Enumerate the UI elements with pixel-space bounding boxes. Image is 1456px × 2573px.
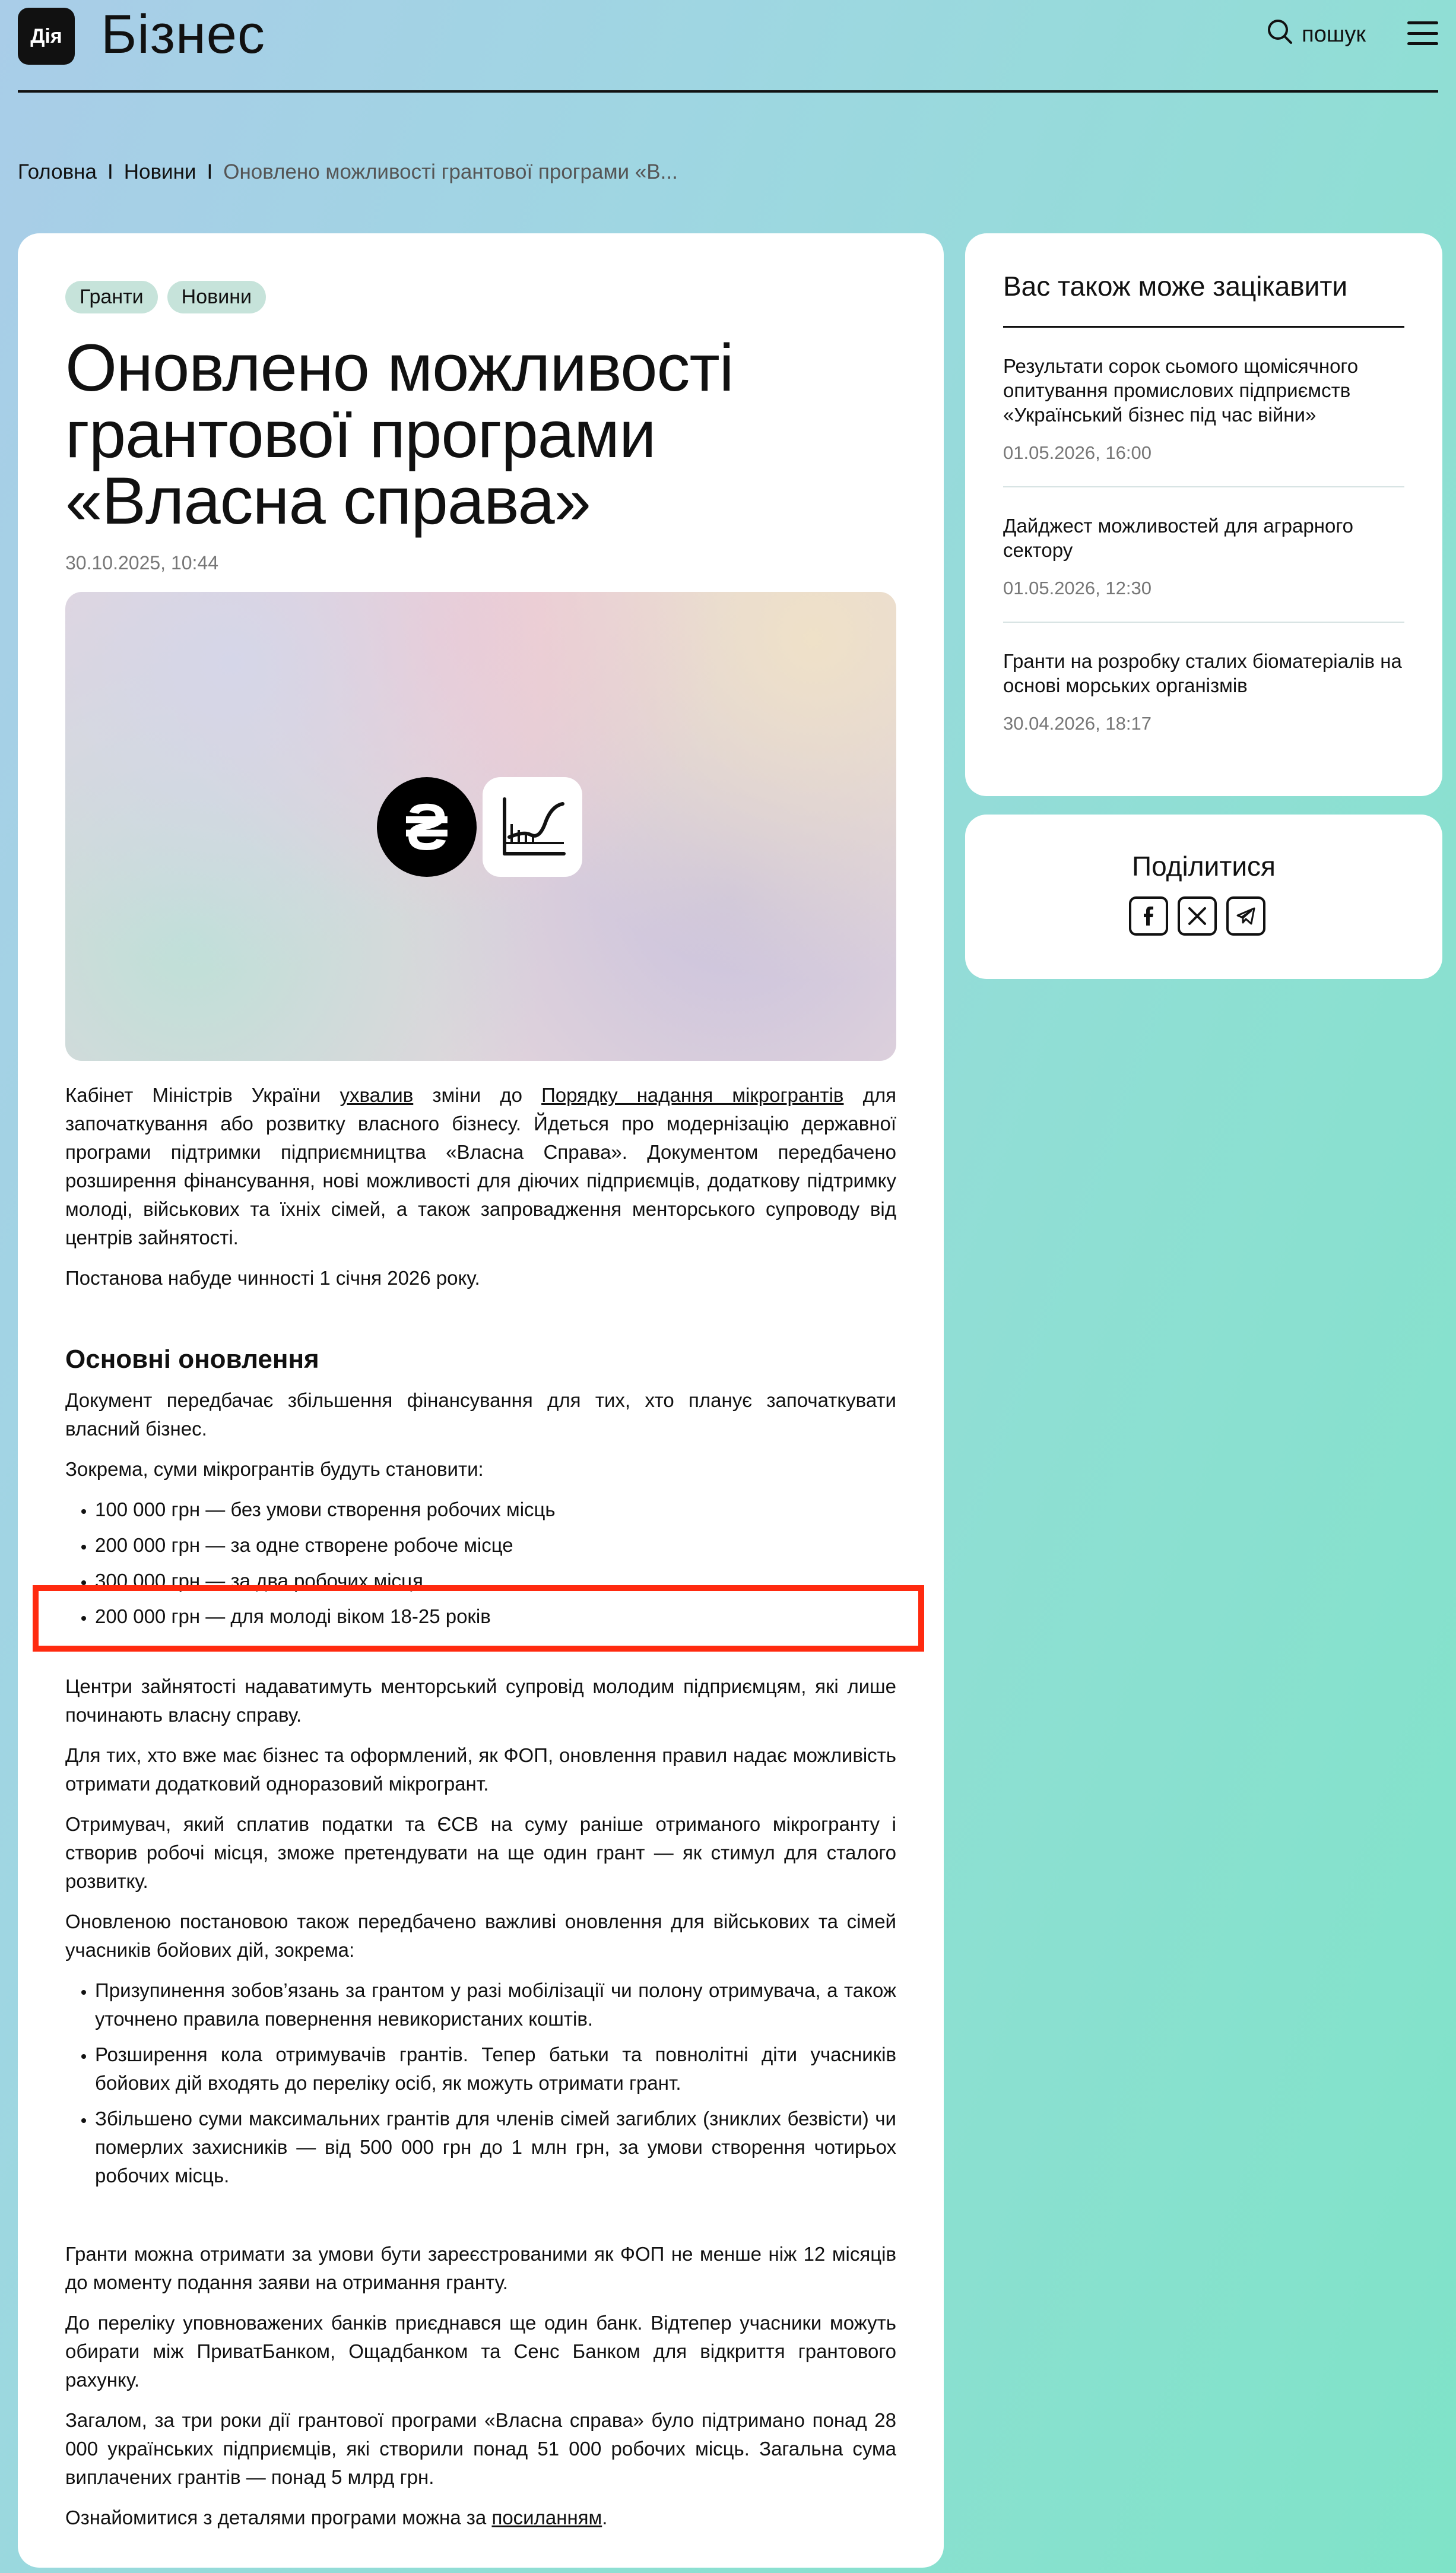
article-content <box>65 281 896 2544</box>
paragraph-text: Ознайомитися з деталями програми можна за <box>65 2507 492 2528</box>
list-item: • 300 000 грн — за два робочих місця <box>95 1567 896 1595</box>
link-microgrants-order[interactable]: Порядку надання мікрогрантів <box>541 1084 844 1106</box>
diia-logo[interactable]: Дія <box>18 8 75 65</box>
share-card <box>965 815 1442 979</box>
paragraph-text: Кабінет Міністрів України <box>65 1084 340 1106</box>
search-icon <box>1266 18 1293 51</box>
highlight-annotation <box>33 1585 924 1652</box>
paragraph: Отримувач, який сплатив податки та ЄСВ на суму раніше отриманого мікрогранту і створив робочі місця, зможе претендувати на ще один грант — як стимул для сталого розвитку. <box>65 1813 896 1892</box>
title-line: грантової програми <box>65 397 656 471</box>
breadcrumb-separator: I <box>107 160 113 183</box>
paragraph: Загалом, за три роки дії грантової програми «Власна справа» було підтримано понад 28 000 українських підприємців, які створили понад 51 000 робочих місць. Загальна сума виплачених грантів — понад 5 млрд грн. <box>65 2409 896 2488</box>
paragraph: До переліку уповноважених банків приєднався ще один банк. Відтепер учасники можуть обирати між ПриватБанком, Ощадбанком та Сенс Банком для відкриття грантового рахунку. <box>65 2312 896 2391</box>
breadcrumb-news[interactable]: Новини <box>123 160 196 183</box>
military-updates-list <box>65 1976 896 2190</box>
paragraph: Гранти можна отримати за умови бути зареєстрованими як ФОП не менше ніж 12 місяців до моменту подання заяви на отримання гранту. <box>65 2243 896 2293</box>
brand-title[interactable]: Бізнес <box>101 4 265 65</box>
paragraph: Постанова набуде чинності 1 січня 2026 року. <box>65 1267 480 1289</box>
link-approved[interactable]: ухвалив <box>340 1084 414 1106</box>
list-item: • 100 000 грн — без умови створення робочих місць <box>95 1495 896 1524</box>
breadcrumb-home[interactable]: Головна <box>18 160 97 183</box>
related-news-item-date: 30.04.2026, 18:17 <box>1003 713 1152 734</box>
title-line: «Власна справа» <box>65 464 591 538</box>
paragraph: Для тих, хто вже має бізнес та оформлений, як ФОП, оновлення правил надає можливість отримати додатковий одноразовий мікрогрант. <box>65 1744 896 1795</box>
paragraph: Зокрема, суми мікрогрантів будуть становити: <box>65 1458 484 1480</box>
related-news-item[interactable] <box>1003 623 1404 757</box>
paragraph: Центри зайнятості надаватимуть менторський супровід молодим підприємцям, які лише починають власну справу. <box>65 1675 896 1726</box>
details-link[interactable]: посиланням <box>491 2507 602 2528</box>
tag-news[interactable]: Новини <box>167 281 266 313</box>
list-item: • Збільшено суми максимальних грантів для членів сімей загиблих (зниклих безвісти) чи померлих захисників — від 500 000 грн до 1 млн грн, за умови створення чотирьох робочих місць. <box>95 2105 896 2190</box>
related-news-item-title: Гранти на розробку сталих біоматеріалів на основі морських організмів <box>1003 650 1402 696</box>
paragraph <box>65 1081 896 1252</box>
facebook-icon[interactable] <box>1129 896 1168 936</box>
breadcrumb-current: Оновлено можливості грантової програми «В... <box>223 160 678 183</box>
share-buttons <box>1129 896 1265 936</box>
related-news-item-date: 01.05.2026, 16:00 <box>1003 442 1152 463</box>
search-button[interactable] <box>1266 18 1366 51</box>
share-title: Поділитися <box>1132 851 1276 882</box>
paragraph <box>65 2504 896 2532</box>
related-news-item[interactable] <box>1003 487 1404 623</box>
tag-list <box>65 281 896 313</box>
paragraph: Документ передбачає збільшення фінансування для тих, хто планує започаткувати власний бізнес. <box>65 1389 896 1440</box>
tag-grants[interactable]: Гранти <box>65 281 158 313</box>
x-icon[interactable] <box>1178 896 1217 936</box>
article-date: 30.10.2025, 10:44 <box>65 552 219 573</box>
site-header <box>18 0 1438 93</box>
paragraph-text: . <box>602 2507 608 2528</box>
hero-icons <box>377 777 582 877</box>
hryvnia-icon: ₴ <box>377 777 477 877</box>
list-item: • Розширення кола отримувачів грантів. Тепер батьки та повнолітні діти учасників бойових дій входять до переліку осіб, як можуть отримати грант. <box>95 2040 896 2097</box>
related-news-item-title: Дайджест можливостей для аграрного сектору <box>1003 515 1353 561</box>
breadcrumb-separator: I <box>207 160 213 183</box>
article-card <box>18 233 944 2568</box>
hero-image <box>65 592 896 1061</box>
related-news-item-title: Результати сорок сьомого щомісячного опитування промислових підприємств «Український бізнес під час війни» <box>1003 355 1359 426</box>
related-news-item[interactable] <box>1003 328 1404 487</box>
menu-icon[interactable] <box>1407 21 1438 45</box>
growth-chart-icon <box>483 777 582 877</box>
paragraph-text: зміни до <box>413 1084 542 1106</box>
paragraph: Оновленою постановою також передбачено важливі оновлення для військових та сімей учасників бойових дій, зокрема: <box>65 1910 896 1961</box>
list-item: • 200 000 грн — за одне створене робоче місце <box>95 1531 896 1560</box>
section-heading: Основні оновлення <box>65 1345 319 1374</box>
article-title <box>65 331 896 538</box>
telegram-icon[interactable] <box>1226 896 1265 936</box>
related-news-card <box>965 233 1442 796</box>
search-label: пошук <box>1302 21 1366 47</box>
related-news-item-date: 01.05.2026, 12:30 <box>1003 578 1152 598</box>
title-line: Оновлено можливості <box>65 331 734 405</box>
paragraph-text: для започаткування або розвитку власного бізнесу. Йдеться про модернізацію державної програми підтримки підприємництва «Власна Справа». Документом передбачено розширення фінансування, нові можливості для діючих підприємців, додаткову підтримку молоді, військових та їхніх сімей, а також запровадження менторського супроводу від центрів зайнятості. <box>65 1084 896 1249</box>
list-item: • 200 000 грн — для молоді віком 18-25 років <box>95 1602 896 1631</box>
related-news-title: Вас також може зацікавити <box>1003 270 1404 328</box>
list-item: • Призупинення зобов’язань за грантом у разі мобілізації чи полону отримувача, а також уточнено правила повернення невикористаних коштів. <box>95 1976 896 2033</box>
breadcrumb <box>18 160 678 184</box>
